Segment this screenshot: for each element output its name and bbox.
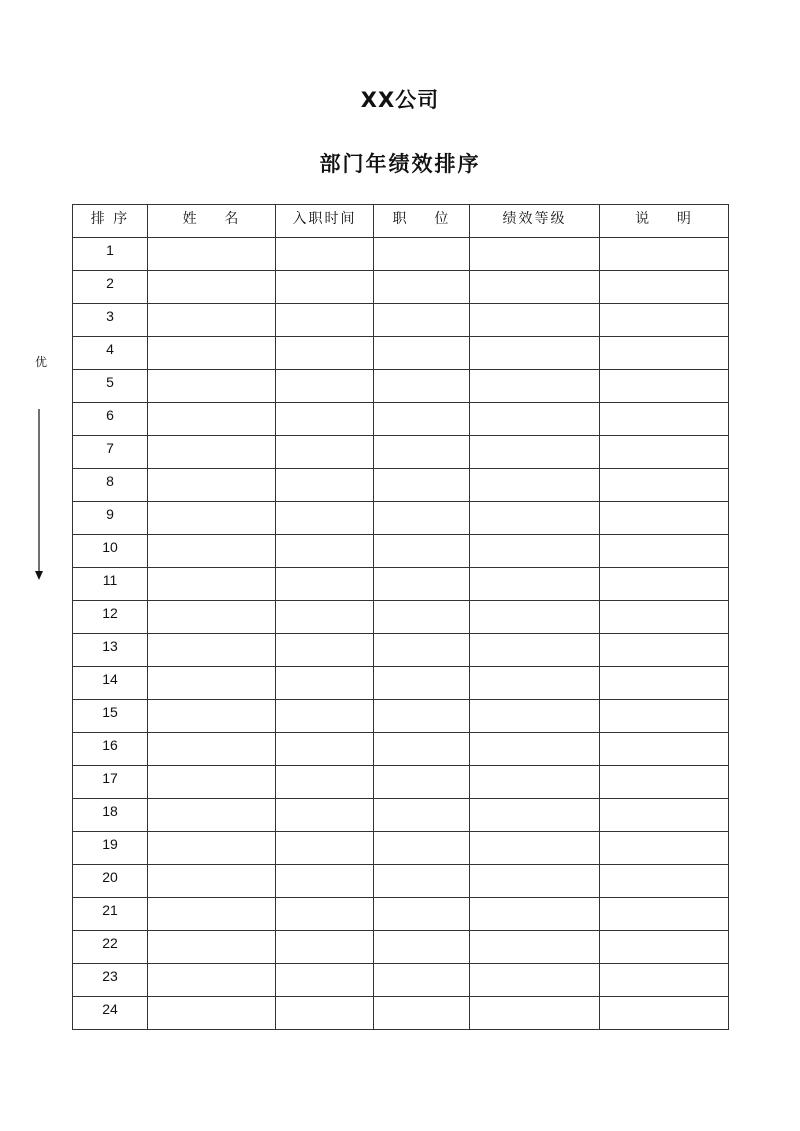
arrow-down-icon [32, 409, 46, 581]
position-cell[interactable] [374, 766, 470, 799]
table-row [73, 436, 729, 469]
performance-grade-cell[interactable] [470, 370, 600, 403]
name-cell[interactable] [148, 601, 276, 634]
position-cell[interactable] [374, 832, 470, 865]
position-cell[interactable] [374, 601, 470, 634]
ranking-table [72, 204, 729, 1030]
table-row [73, 337, 729, 370]
rank-number-cell: 24 [73, 997, 148, 1030]
hire-date-cell[interactable] [276, 304, 374, 337]
company-title: XX公司 [360, 88, 440, 112]
performance-grade-cell[interactable] [470, 997, 600, 1030]
hire-date-cell[interactable] [276, 865, 374, 898]
remarks-cell[interactable] [600, 832, 729, 865]
position-cell[interactable] [374, 964, 470, 997]
table-row [73, 700, 729, 733]
rank-number-cell: 7 [73, 436, 148, 469]
table-row [73, 667, 729, 700]
name-cell[interactable] [148, 238, 276, 271]
performance-grade-cell[interactable] [470, 964, 600, 997]
remarks-cell[interactable] [600, 403, 729, 436]
performance-grade-cell[interactable] [470, 304, 600, 337]
performance-grade-cell[interactable] [470, 799, 600, 832]
name-cell[interactable] [148, 832, 276, 865]
performance-grade-cell[interactable] [470, 865, 600, 898]
remarks-cell[interactable] [600, 304, 729, 337]
name-cell[interactable] [148, 898, 276, 931]
table-row [73, 733, 729, 766]
rank-number-cell: 23 [73, 964, 148, 997]
table-row [73, 370, 729, 403]
table-row [73, 271, 729, 304]
name-cell[interactable] [148, 304, 276, 337]
rank-number-cell: 17 [73, 766, 148, 799]
performance-grade-cell[interactable] [470, 766, 600, 799]
performance-grade-cell[interactable] [470, 634, 600, 667]
remarks-cell[interactable] [600, 469, 729, 502]
table-row [73, 535, 729, 568]
position-cell[interactable] [374, 931, 470, 964]
hire-date-cell[interactable] [276, 931, 374, 964]
remarks-cell[interactable] [600, 337, 729, 370]
rank-number-cell: 11 [73, 568, 148, 601]
hire-date-cell[interactable] [276, 700, 374, 733]
remarks-cell[interactable] [600, 238, 729, 271]
name-cell[interactable] [148, 766, 276, 799]
rank-number-cell: 5 [73, 370, 148, 403]
rank-number-cell: 9 [73, 502, 148, 535]
hire-date-cell[interactable] [276, 436, 374, 469]
performance-grade-cell[interactable] [470, 898, 600, 931]
rank-number-cell: 1 [73, 238, 148, 271]
remarks-cell[interactable] [600, 568, 729, 601]
position-cell[interactable] [374, 436, 470, 469]
rank-number-cell: 16 [73, 733, 148, 766]
position-cell[interactable] [374, 634, 470, 667]
name-cell[interactable] [148, 403, 276, 436]
name-cell[interactable] [148, 436, 276, 469]
column-header-performance-grade: 绩效等级 [470, 205, 600, 238]
position-cell[interactable] [374, 865, 470, 898]
hire-date-cell[interactable] [276, 370, 374, 403]
name-cell[interactable] [148, 535, 276, 568]
hire-date-cell[interactable] [276, 667, 374, 700]
hire-date-cell[interactable] [276, 403, 374, 436]
column-header-remarks: 说 明 [600, 205, 729, 238]
hire-date-cell[interactable] [276, 469, 374, 502]
position-cell[interactable] [374, 502, 470, 535]
rank-number-cell: 20 [73, 865, 148, 898]
hire-date-cell[interactable] [276, 898, 374, 931]
performance-grade-cell[interactable] [470, 601, 600, 634]
table-row [73, 568, 729, 601]
hire-date-cell[interactable] [276, 238, 374, 271]
name-cell[interactable] [148, 997, 276, 1030]
performance-grade-cell[interactable] [470, 337, 600, 370]
name-cell[interactable] [148, 568, 276, 601]
remarks-cell[interactable] [600, 865, 729, 898]
name-cell[interactable] [148, 733, 276, 766]
performance-grade-cell[interactable] [470, 469, 600, 502]
hire-date-cell[interactable] [276, 832, 374, 865]
rank-number-cell: 13 [73, 634, 148, 667]
name-cell[interactable] [148, 799, 276, 832]
table-row [73, 832, 729, 865]
position-cell[interactable] [374, 997, 470, 1030]
remarks-cell[interactable] [600, 799, 729, 832]
position-cell[interactable] [374, 535, 470, 568]
column-header-name: 姓 名 [148, 205, 276, 238]
name-cell[interactable] [148, 502, 276, 535]
remarks-cell[interactable] [600, 931, 729, 964]
performance-grade-cell[interactable] [470, 535, 600, 568]
position-cell[interactable] [374, 667, 470, 700]
table-row [73, 931, 729, 964]
hire-date-cell[interactable] [276, 568, 374, 601]
name-cell[interactable] [148, 271, 276, 304]
position-cell[interactable] [374, 568, 470, 601]
column-header-hire-date: 入职时间 [276, 205, 374, 238]
rank-number-cell: 2 [73, 271, 148, 304]
rank-number-cell: 21 [73, 898, 148, 931]
performance-grade-cell[interactable] [470, 667, 600, 700]
remarks-cell[interactable] [600, 535, 729, 568]
hire-date-cell[interactable] [276, 964, 374, 997]
column-header-rank: 排 序 [73, 205, 148, 238]
position-cell[interactable] [374, 898, 470, 931]
hire-date-cell[interactable] [276, 271, 374, 304]
name-cell[interactable] [148, 667, 276, 700]
rank-number-cell: 14 [73, 667, 148, 700]
rank-number-cell: 4 [73, 337, 148, 370]
name-cell[interactable] [148, 337, 276, 370]
remarks-cell[interactable] [600, 634, 729, 667]
performance-grade-cell[interactable] [470, 568, 600, 601]
position-cell[interactable] [374, 469, 470, 502]
name-cell[interactable] [148, 964, 276, 997]
remarks-cell[interactable] [600, 766, 729, 799]
remarks-cell[interactable] [600, 271, 729, 304]
hire-date-cell[interactable] [276, 799, 374, 832]
remarks-cell[interactable] [600, 733, 729, 766]
performance-grade-cell[interactable] [470, 403, 600, 436]
table-row [73, 865, 729, 898]
position-cell[interactable] [374, 304, 470, 337]
position-cell[interactable] [374, 799, 470, 832]
hire-date-cell[interactable] [276, 337, 374, 370]
rank-number-cell: 15 [73, 700, 148, 733]
hire-date-cell[interactable] [276, 997, 374, 1030]
name-cell[interactable] [148, 469, 276, 502]
remarks-cell[interactable] [600, 601, 729, 634]
table-row [73, 502, 729, 535]
table-row [73, 898, 729, 931]
name-cell[interactable] [148, 865, 276, 898]
page-title: 部门年绩效排序 [319, 151, 481, 176]
table-header-row [73, 205, 729, 238]
table-row [73, 997, 729, 1030]
table-row [73, 634, 729, 667]
performance-grade-cell[interactable] [470, 832, 600, 865]
hire-date-cell[interactable] [276, 601, 374, 634]
name-cell[interactable] [148, 931, 276, 964]
performance-grade-cell[interactable] [470, 238, 600, 271]
remarks-cell[interactable] [600, 898, 729, 931]
position-cell[interactable] [374, 238, 470, 271]
side-label-priority: 优 [35, 355, 48, 369]
name-cell[interactable] [148, 370, 276, 403]
remarks-cell[interactable] [600, 370, 729, 403]
rank-number-cell: 12 [73, 601, 148, 634]
remarks-cell[interactable] [600, 700, 729, 733]
remarks-cell[interactable] [600, 436, 729, 469]
name-cell[interactable] [148, 634, 276, 667]
rank-number-cell: 10 [73, 535, 148, 568]
table-row [73, 403, 729, 436]
rank-number-cell: 19 [73, 832, 148, 865]
performance-grade-cell[interactable] [470, 931, 600, 964]
table-row [73, 469, 729, 502]
position-cell[interactable] [374, 271, 470, 304]
rank-number-cell: 3 [73, 304, 148, 337]
hire-date-cell[interactable] [276, 535, 374, 568]
rank-number-cell: 8 [73, 469, 148, 502]
performance-grade-cell[interactable] [470, 271, 600, 304]
performance-grade-cell[interactable] [470, 502, 600, 535]
table-row [73, 799, 729, 832]
column-header-position: 职 位 [374, 205, 470, 238]
remarks-cell[interactable] [600, 502, 729, 535]
position-cell[interactable] [374, 733, 470, 766]
performance-grade-cell[interactable] [470, 700, 600, 733]
rank-number-cell: 22 [73, 931, 148, 964]
table-row [73, 304, 729, 337]
table-body [73, 238, 729, 1030]
table-row [73, 766, 729, 799]
table-row [73, 964, 729, 997]
remarks-cell[interactable] [600, 964, 729, 997]
hire-date-cell[interactable] [276, 502, 374, 535]
performance-grade-cell[interactable] [470, 436, 600, 469]
hire-date-cell[interactable] [276, 766, 374, 799]
position-cell[interactable] [374, 337, 470, 370]
rank-number-cell: 6 [73, 403, 148, 436]
remarks-cell[interactable] [600, 667, 729, 700]
position-cell[interactable] [374, 700, 470, 733]
rank-number-cell: 18 [73, 799, 148, 832]
hire-date-cell[interactable] [276, 634, 374, 667]
hire-date-cell[interactable] [276, 733, 374, 766]
position-cell[interactable] [374, 370, 470, 403]
table-row [73, 238, 729, 271]
position-cell[interactable] [374, 403, 470, 436]
name-cell[interactable] [148, 700, 276, 733]
performance-grade-cell[interactable] [470, 733, 600, 766]
remarks-cell[interactable] [600, 997, 729, 1030]
table-row [73, 601, 729, 634]
